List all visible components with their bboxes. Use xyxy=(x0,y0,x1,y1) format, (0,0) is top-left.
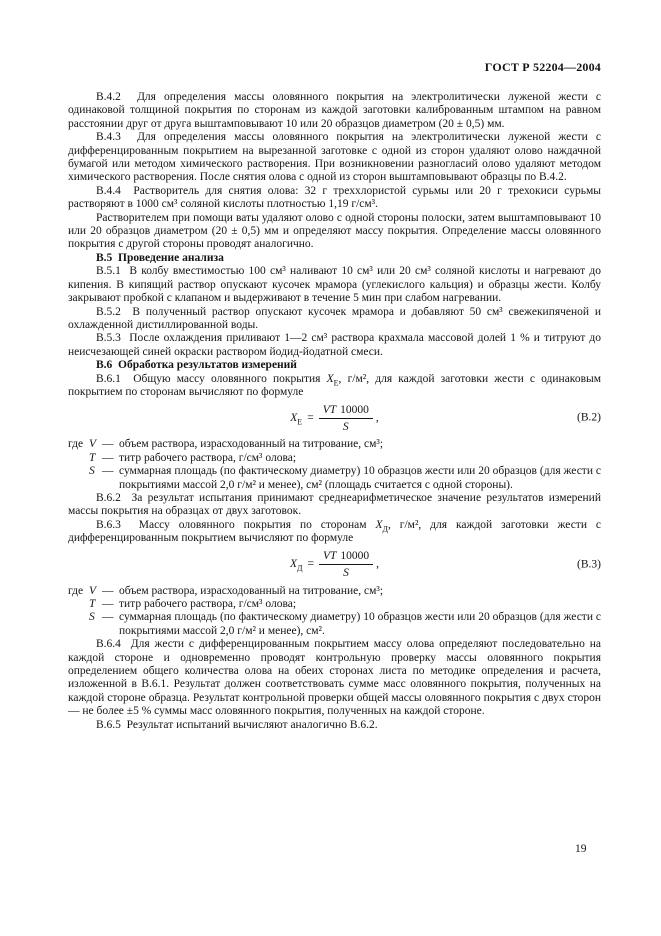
paragraph-b61 xyxy=(68,373,601,400)
paragraph-b43: В.4.3 Для определения массы оловянного покрытия на электролитически луженой жести с дифференцированным покрытием на вырезанной заготовке с одной из сторон удаляют олово наждачной бумагой или методом химического растворения. При возникновении разногласий олово удаляют методом химического растворения. После снятия олова с одной из сторон выштамповывают образцы по В.4.2. xyxy=(68,131,601,184)
formula-number-b3: (В.3) xyxy=(577,557,601,570)
section-heading-b5: В.5 Проведение анализа xyxy=(96,251,224,264)
variable-symbol: X xyxy=(375,518,383,531)
paragraph-b65: В.6.5 Результат испытаний вычисляют аналогично В.6.2. xyxy=(96,718,378,731)
variable-description: объем раствора, израсходованный на титрование, см³; xyxy=(119,584,384,597)
paragraph-b63-intro: В.6.3 Массу оловянного покрытия по сторонам xyxy=(96,518,376,531)
fraction-denominator: S xyxy=(342,420,349,433)
variable-symbol: V xyxy=(89,438,97,451)
paragraph-b62: В.6.2 За результат испытания принимают среднеарифметическое значение результатов измерений массы покрытия на образцах от двух заготовок. xyxy=(68,491,601,518)
dash: — xyxy=(102,611,114,624)
variable-description: объем раствора, израсходованный на титрование, см³; xyxy=(119,438,384,451)
formula-b2 xyxy=(68,402,601,434)
numerator-constant: 10000 xyxy=(340,403,369,416)
document-code: ГОСТ Р 52204—2004 xyxy=(484,60,601,74)
formula-lhs: X xyxy=(290,411,298,424)
fraction-numerator xyxy=(319,549,373,565)
variable-subscript: Д xyxy=(382,524,388,534)
fraction xyxy=(319,549,373,580)
document-body xyxy=(68,91,601,732)
dash: — xyxy=(102,451,114,464)
variable-definition-row xyxy=(68,598,601,611)
variable-symbol: T xyxy=(89,451,96,464)
dash: — xyxy=(102,584,114,597)
paragraph-b61-intro: В.6.1 Общую массу оловянного покрытия xyxy=(96,372,327,385)
varlist-lead: где xyxy=(68,438,84,451)
paragraph-b51: В.5.1 В колбу вместимостью 100 см³ наливают 10 см³ или 20 см³ соляной кислоты и нагревают до кипения. В кипящий раствор опускают кусочек мрамора (углекислого кальция) и образцы жести. Колбу закрывают пробкой с клапаном и выдерживают в течение 5 мин при слабом нагревании. xyxy=(68,265,601,305)
variable-definition-row xyxy=(68,465,601,492)
fraction-numerator xyxy=(319,403,373,419)
formula-lhs-subscript: Е xyxy=(297,417,303,427)
variable-definition-row xyxy=(68,611,601,638)
formula-lhs: X xyxy=(289,558,297,571)
paragraph-b52: В.5.2 В полученный раствор опускают кусочек мрамора и добавляют 50 см³ свежекипяченой и охлажденной дистиллированной воды. xyxy=(68,305,601,331)
dash: — xyxy=(102,598,114,610)
variable-subscript: Е xyxy=(333,377,339,387)
numerator-variables: VT xyxy=(322,550,337,563)
paragraph-solvent: Растворителем при помощи ваты удаляют олово с одной стороны полоски, затем выштамповывают 10 или 20 образцов диаметром (20 ± 0,5) мм и определяют массу покрытия. Определение массы оловянного покрытия с другой стороны проводят аналогично. xyxy=(68,211,601,251)
formula-comma: , xyxy=(376,558,380,571)
formula-b3 xyxy=(68,549,601,581)
variable-definition-row xyxy=(68,585,601,598)
fraction xyxy=(319,403,373,434)
formula-comma: , xyxy=(375,411,379,424)
paragraph-b64: В.6.4 Для жести с дифференцированным покрытием массу олова определяют последовательно на каждой стороне и одновременно проводят контрольную проверку массы оловянного покрытия определением общего количества олова на обеих сторонах листа по методике определения и расчета, изложенной в В.6.1. Результат должен соответствовать сумме масс оловянного покрытия, полученных на каждой стороне образца. Результат контрольной проверки общей массы оловянного покрытия с двух сторон — не более ±5 % суммы масс оловянного покрытия, полученных на каждой стороне. xyxy=(68,638,601,718)
numerator-constant: 10000 xyxy=(340,550,370,563)
dash: — xyxy=(102,465,114,478)
variable-list-b3 xyxy=(68,585,601,639)
page-number: 19 xyxy=(575,843,587,855)
paragraph-b63 xyxy=(68,519,601,546)
varlist-lead: где xyxy=(68,584,84,597)
fraction-denominator: S xyxy=(343,567,349,580)
paragraph-b53: В.5.3 После охлаждения приливают 1—2 см³ раствора крахмала массовой долей 1 % и титруют до неисчезающей синей окраски раствором йодид-йодатной смеси. xyxy=(68,332,601,358)
formula-b2-expression xyxy=(290,403,378,434)
equals-sign: = xyxy=(307,558,314,571)
variable-symbol: V xyxy=(89,584,97,597)
variable-description: суммарная площадь (по фактическому диаметру) 10 образцов жести или 20 образцов (для жести с покрытиями массой 2,0 г/м² и менее), см² (площадь считается с одной стороны). xyxy=(119,465,601,491)
variable-symbol: S xyxy=(89,611,95,624)
section-heading-b6: В.6 Обработка результатов измерений xyxy=(96,359,297,372)
paragraph-b44: В.4.4 Растворитель для снятия олова: 32 г треххлористой сурьмы или 20 г трехокиси сурьмы растворяют в 1000 см³ соляной кислоты плотностью 1,19 г/см³. xyxy=(68,184,601,211)
paragraph-b63-rest: , г/м², для каждой заготовки жести с дифференцированным покрытием вычисляют по формуле xyxy=(68,518,601,545)
paragraph-b42: В.4.2 Для определения массы оловянного покрытия на электролитически луженой жести с одинаковой толщиной покрытия по сторонам из каждой заготовки калиброванным штампом на равном расстоянии друг от друга выштамповывают 10 или 20 образцов диаметром (20 ± 0,5) мм. xyxy=(68,91,601,130)
equals-sign: = xyxy=(307,411,314,424)
variable-symbol: S xyxy=(89,465,95,478)
paragraph-b61-rest: , г/м², для каждой заготовки жести с одинаковым покрытием по сторонам вычисляют по формуле xyxy=(68,372,601,398)
variable-definition-row xyxy=(68,452,601,465)
formula-lhs-subscript: Д xyxy=(297,563,303,573)
numerator-variables: VT xyxy=(322,403,337,416)
variable-description: титр рабочего раствора, г/см³ олова; xyxy=(119,451,297,464)
variable-description: титр рабочего раствора, г/см³ олова; xyxy=(119,598,297,610)
formula-number-b2: (В.2) xyxy=(577,411,601,424)
variable-description: суммарная площадь (по фактическому диаметру) 10 образцов жести или 20 образцов (для жести с покрытиями массой 2,0 г/м² и менее), см². xyxy=(119,611,601,637)
variable-definition-row xyxy=(68,438,601,451)
formula-b3-expression xyxy=(290,549,379,580)
dash: — xyxy=(102,438,114,451)
variable-list-b2 xyxy=(68,438,601,492)
variable-symbol: X xyxy=(326,372,334,385)
variable-symbol: T xyxy=(89,598,96,610)
